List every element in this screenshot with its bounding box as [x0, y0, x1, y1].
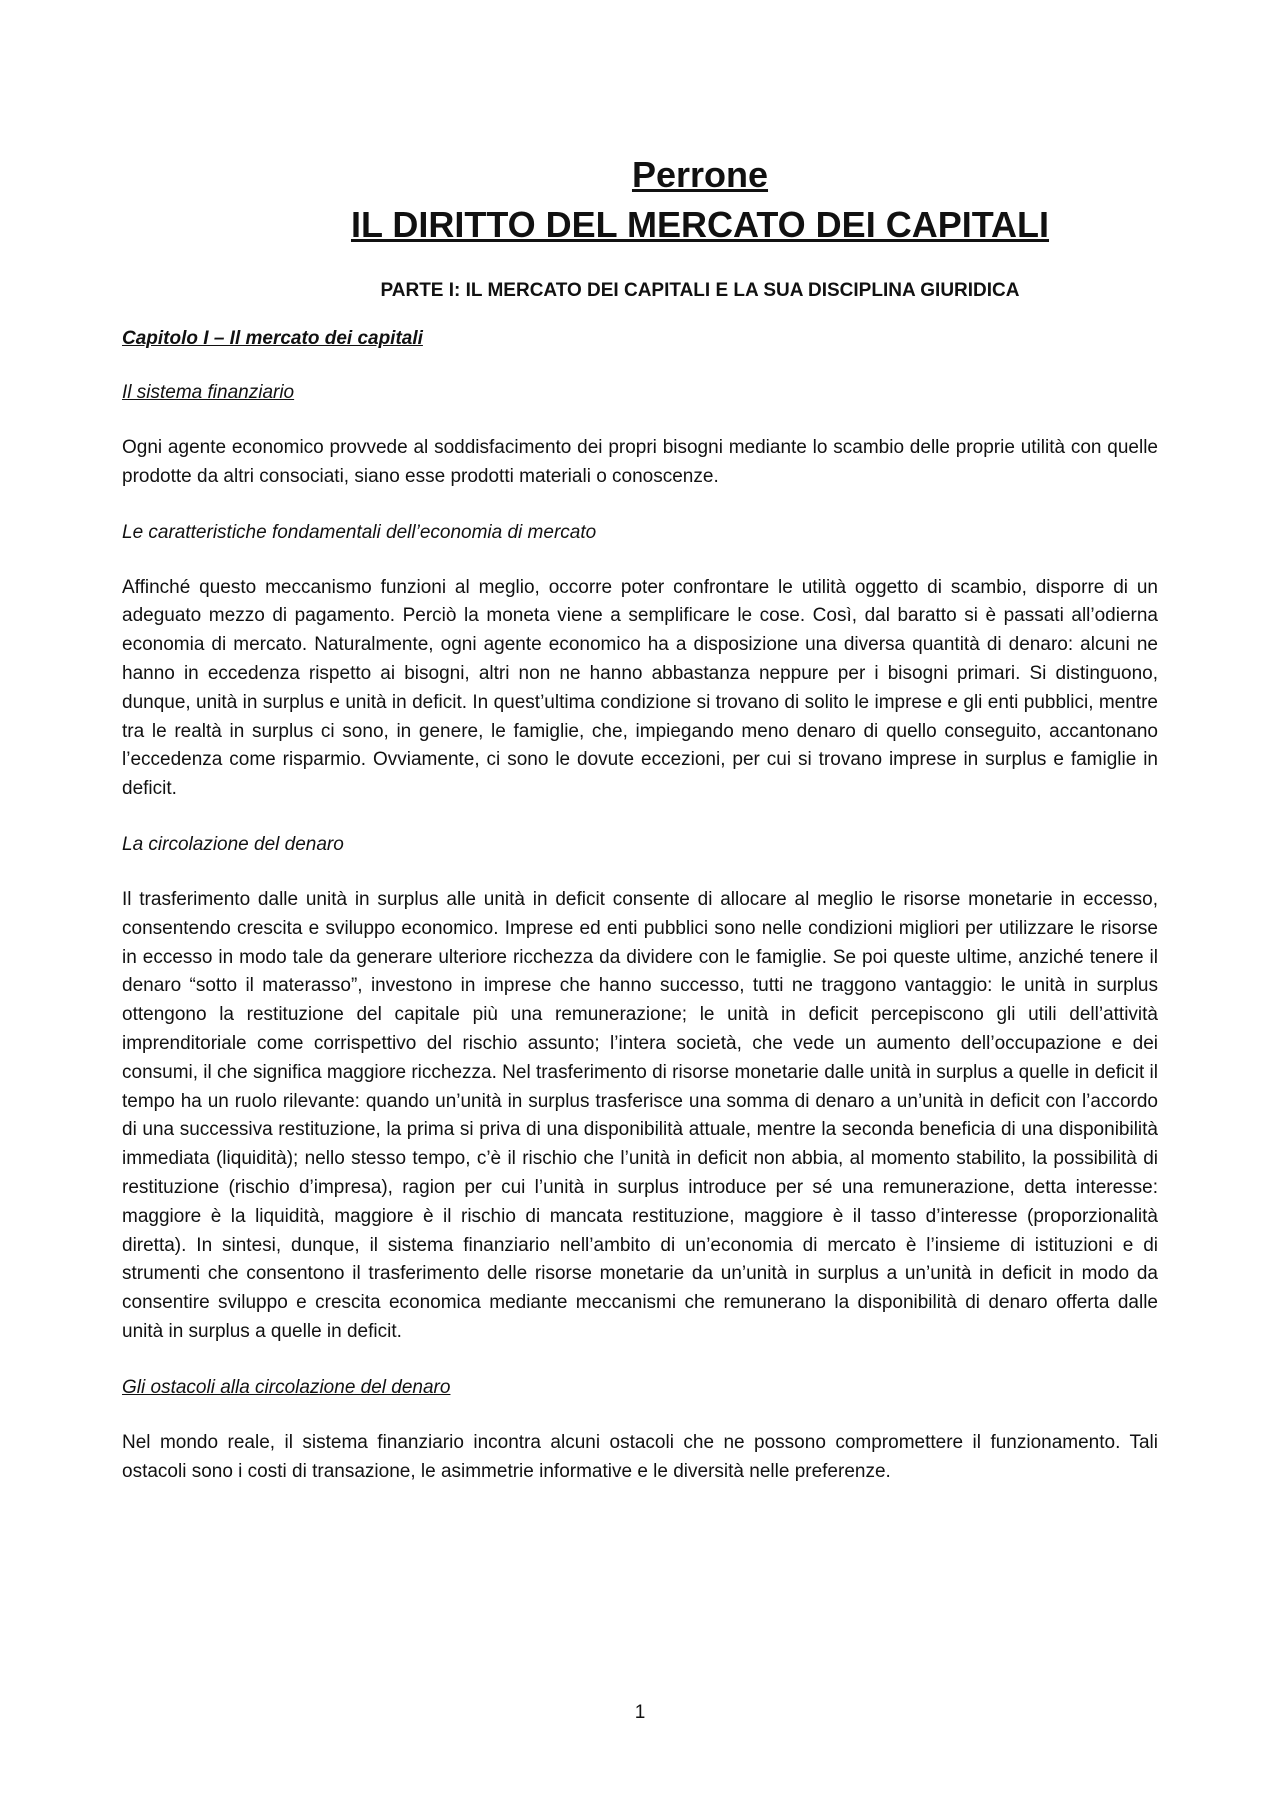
- section-heading-circolazione-denaro: La circolazione del denaro: [122, 833, 344, 855]
- chapter-heading: Capitolo I – Il mercato dei capitali: [122, 328, 423, 349]
- paragraph-circolazione-denaro: Il trasferimento dalle unità in surplus alle unità in deficit consente di allocare al meglio le risorse monetarie in eccesso, consentendo crescita e sviluppo economico. Imprese ed enti pubblici sono nelle condizioni migliori per utilizzare le risorse in eccesso in modo tale da generare ulteriore ricchezza da dividere con le famiglie. Se poi queste ultime, anziché tenere il denaro “sotto il materasso”, investono in imprese che hanno successo, tutti ne traggono vantaggio: le unità in surplus ottengono la restituzione del capitale più una remunerazione; le unità in deficit percepiscono gli utili dell’attività imprenditoriale come corrispettivo del rischio assunto; l’intera società, che vede un aumento dell’occupazione e dei consumi, il che significa maggiore ricchezza. Nel trasferimento di risorse monetarie dalle unità in surplus a quelle in deficit il tempo ha un ruolo rilevante: quando un’unità in surplus trasferisce una somma di denaro a un’unità in deficit con l’accordo di una successiva restituzione, la prima si priva di una disponibilità attuale, mentre la seconda beneficia di una disponibilità immediata (liquidità); nello stesso tempo, c’è il rischio che l’unità in deficit non abbia, al momento stabilito, la possibilità di restituzione (rischio d’impresa), ragion per cui l’unità in surplus introduce per sé una remunerazione, detta interesse: maggiore è la liquidità, maggiore è il rischio di mancata restituzione, maggiore è il tasso d’interesse (proporzionalità diretta). In sintesi, dunque, il sistema finanziario nell’ambito di un’economia di mercato è l’insieme di istituzioni e di strumenti che consentono il trasferimento delle risorse monetarie da un’unità in surplus a un’unità in deficit in modo da consentire sviluppo e crescita economica mediante meccanismi che remunerano la disponibilità di denaro offerta dalle unità in surplus a quelle in deficit.: [122, 888, 1158, 1342]
- section-heading-economia-di-mercato: Le caratteristiche fondamentali dell’economia di mercato: [122, 521, 597, 543]
- part-title: PARTE I: IL MERCATO DEI CAPITALI E LA SUA DISCIPLINA GIURIDICA: [380, 280, 1020, 301]
- paragraph-sistema-finanziario: Ogni agente economico provvede al soddisfacimento dei propri bisogni mediante lo scambio delle proprie utilità con quelle prodotte da altri consociati, siano esse prodotti materiali o conoscenze.: [122, 437, 1158, 487]
- page-number: 1: [634, 1702, 646, 1723]
- document-body: [122, 150, 1158, 1486]
- section-heading-sistema-finanziario: Il sistema finanziario: [122, 382, 295, 403]
- author-title: Perrone: [631, 154, 769, 195]
- main-title: IL DIRITTO DEL MERCATO DEI CAPITALI: [350, 204, 1050, 245]
- title-block: [242, 150, 1158, 304]
- section-heading-ostacoli: Gli ostacoli alla circolazione del denaro: [122, 1376, 451, 1398]
- paragraph-economia-di-mercato: Affinché questo meccanismo funzioni al meglio, occorre poter confrontare le utilità oggetto di scambio, disporre di un adeguato mezzo di pagamento. Perciò la moneta viene a semplificare le cose. Così, dal baratto si è passati all’odierna economia di mercato. Naturalmente, ogni agente economico ha a disposizione una diversa quantità di denaro: alcuni ne hanno in eccedenza rispetto ai bisogni, altri non ne hanno abbastanza neppure per i bisogni primari. Si distinguono, dunque, unità in surplus e unità in deficit. In quest’ultima condizione si trovano di solito le imprese e gli enti pubblici, mentre tra le realtà in surplus ci sono, in genere, le famiglie, che, impiegando meno denaro di quello conseguito, accantonano l’eccedenza come risparmio. Ovviamente, ci sono le dovute eccezioni, per cui si trovano imprese in surplus e famiglie in deficit.: [122, 576, 1158, 800]
- paragraph-ostacoli: Nel mondo reale, il sistema finanziario incontra alcuni ostacoli che ne possono compromettere il funzionamento. Tali ostacoli sono i costi di transazione, le asimmetrie informative e le diversità nelle preferenze.: [122, 1431, 1158, 1482]
